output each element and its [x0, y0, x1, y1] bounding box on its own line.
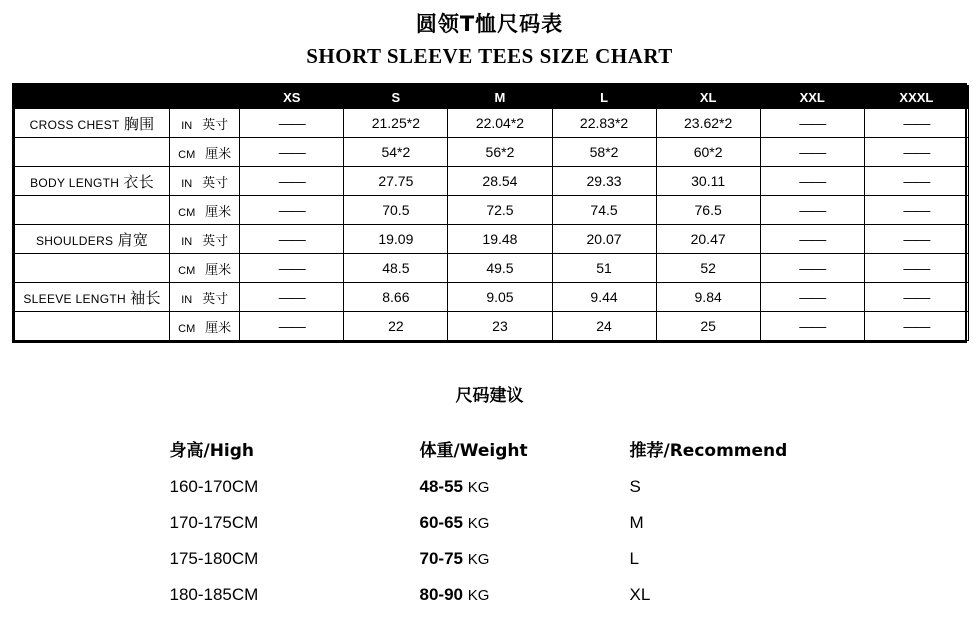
unit-cn: 英寸: [202, 117, 229, 133]
row-label-empty: [15, 138, 170, 167]
row-unit: [170, 138, 240, 167]
unit-cn: 厘米: [205, 262, 232, 278]
page-title-en: SHORT SLEEVE TEES SIZE CHART: [306, 44, 673, 68]
cell-xl: 52: [656, 254, 760, 283]
cell-l: 74.5: [552, 196, 656, 225]
cell-m: 72.5: [448, 196, 552, 225]
unit-cn: 厘米: [205, 320, 232, 336]
unit-en: IN: [181, 177, 193, 190]
table-row: [15, 312, 969, 341]
cell-s: 22: [344, 312, 448, 341]
cell-xl: 76.5: [656, 196, 760, 225]
unit-en: CM: [178, 148, 196, 161]
row-label-cn: 胸围: [123, 114, 155, 133]
row-label-en: SHOULDERS: [35, 233, 114, 248]
row-label-en: CROSS CHEST: [29, 117, 120, 132]
cell-xxl: ——: [760, 283, 864, 312]
recommend-header-row: [170, 428, 810, 469]
cell-xl: 30.11: [656, 167, 760, 196]
cell-xl: 9.84: [656, 283, 760, 312]
cell-xl: 25: [656, 312, 760, 341]
table-row: [15, 196, 969, 225]
header-size-s: S: [344, 86, 448, 109]
cell-m: 49.5: [448, 254, 552, 283]
recommend-weight-cell: [420, 577, 630, 613]
recommend-weight: 60-65: [419, 513, 463, 532]
unit-en: CM: [178, 322, 196, 335]
size-table: [14, 85, 969, 341]
cell-xs: ——: [240, 167, 344, 196]
size-chart-page: [0, 8, 979, 639]
size-table-header-row: [15, 86, 969, 109]
row-label-body-length: [15, 167, 170, 196]
cell-s: 54*2: [344, 138, 448, 167]
row-unit: [170, 225, 240, 254]
row-label-empty: [15, 196, 170, 225]
recommend-table: [170, 428, 810, 613]
recommend-weight: 70-75: [419, 549, 463, 568]
recommend-header-height: 身高/High: [169, 441, 255, 461]
recommend-weight-unit: KG: [467, 587, 490, 604]
recommend-weight-cell: [420, 505, 630, 541]
cell-s: 21.25*2: [344, 109, 448, 138]
unit-cn: 英寸: [202, 233, 229, 249]
row-label-cn: 肩宽: [117, 230, 149, 249]
recommend-height: 180-185CM: [169, 585, 259, 604]
cell-l: 22.83*2: [552, 109, 656, 138]
header-size-xl: XL: [656, 86, 760, 109]
recommend-weight-cell: [420, 469, 630, 505]
cell-s: 27.75: [344, 167, 448, 196]
cell-l: 24: [552, 312, 656, 341]
cell-xxl: ——: [760, 109, 864, 138]
recommend-row: [170, 541, 810, 577]
recommend-size: XL: [629, 585, 651, 604]
cell-s: 8.66: [344, 283, 448, 312]
table-row: [15, 283, 969, 312]
row-label-empty: [15, 254, 170, 283]
cell-l: 29.33: [552, 167, 656, 196]
header-blank-unit: [170, 86, 240, 109]
unit-cn: 厘米: [205, 204, 232, 220]
cell-xs: ——: [240, 254, 344, 283]
cell-xxxl: ——: [864, 225, 968, 254]
cell-s: 48.5: [344, 254, 448, 283]
cell-xs: ——: [240, 283, 344, 312]
cell-m: 22.04*2: [448, 109, 552, 138]
cell-s: 70.5: [344, 196, 448, 225]
row-label-en: SLEEVE LENGTH: [23, 291, 126, 306]
recommend-height: 160-170CM: [169, 477, 259, 496]
cell-xxxl: ——: [864, 138, 968, 167]
recommend-header-weight: 体重/Weight: [419, 441, 528, 461]
recommend-size: S: [629, 477, 641, 496]
cell-m: 23: [448, 312, 552, 341]
row-label-en: BODY LENGTH: [30, 175, 120, 190]
table-row: [15, 167, 969, 196]
recommend-header-size: 推荐/Recommend: [629, 441, 788, 461]
cell-l: 20.07: [552, 225, 656, 254]
row-unit: [170, 283, 240, 312]
cell-l: 51: [552, 254, 656, 283]
size-table-container: [12, 83, 967, 343]
row-unit: [170, 167, 240, 196]
row-label-shoulders: [15, 225, 170, 254]
cell-xxl: ——: [760, 196, 864, 225]
size-table-body: [15, 109, 969, 341]
cell-l: 58*2: [552, 138, 656, 167]
cell-m: 9.05: [448, 283, 552, 312]
page-title-cn: 圆领T恤尺码表: [415, 12, 564, 36]
cell-xs: ——: [240, 312, 344, 341]
recommend-weight-unit: KG: [467, 515, 490, 532]
header-size-m: M: [448, 86, 552, 109]
recommend-row: [170, 577, 810, 613]
cell-m: 19.48: [448, 225, 552, 254]
size-table-head: [15, 86, 969, 109]
recommend-weight-unit: KG: [467, 479, 490, 496]
cell-m: 28.54: [448, 167, 552, 196]
recommend-size: L: [629, 549, 639, 568]
header-size-xs: XS: [240, 86, 344, 109]
row-unit: [170, 254, 240, 283]
row-unit: [170, 109, 240, 138]
header-blank-label: [15, 86, 170, 109]
unit-en: IN: [181, 119, 193, 132]
unit-en: CM: [178, 264, 196, 277]
header-size-xxl: XXL: [760, 86, 864, 109]
cell-xxl: ——: [760, 167, 864, 196]
cell-xxl: ——: [760, 254, 864, 283]
cell-xxxl: ——: [864, 254, 968, 283]
recommend-weight-cell: [420, 541, 630, 577]
cell-xxxl: ——: [864, 109, 968, 138]
recommend-weight: 80-90: [419, 585, 463, 604]
header-size-xxxl: XXXL: [864, 86, 968, 109]
recommend-weight-unit: KG: [467, 551, 490, 568]
cell-xxxl: ——: [864, 312, 968, 341]
header-size-l: L: [552, 86, 656, 109]
recommend-row: [170, 505, 810, 541]
table-row: [15, 254, 969, 283]
table-row: [15, 138, 969, 167]
cell-xxl: ——: [760, 312, 864, 341]
cell-xs: ——: [240, 196, 344, 225]
cell-xl: 20.47: [656, 225, 760, 254]
cell-xl: 60*2: [656, 138, 760, 167]
cell-xs: ——: [240, 138, 344, 167]
cell-xs: ——: [240, 109, 344, 138]
row-label-empty: [15, 312, 170, 341]
cell-xs: ——: [240, 225, 344, 254]
recommend-row: [170, 469, 810, 505]
table-row: [15, 109, 969, 138]
row-label-cn: 袖长: [130, 288, 161, 307]
row-label-cn: 衣长: [123, 172, 155, 191]
row-label-sleeve-length: [15, 283, 170, 312]
recommend-title: 尺码建议: [455, 386, 524, 406]
row-unit: [170, 312, 240, 341]
cell-xl: 23.62*2: [656, 109, 760, 138]
recommend-size: M: [629, 513, 644, 532]
row-label-cross-chest: [15, 109, 170, 138]
cell-xxxl: ——: [864, 167, 968, 196]
recommend-height: 170-175CM: [169, 513, 259, 532]
cell-m: 56*2: [448, 138, 552, 167]
unit-en: IN: [181, 293, 193, 306]
cell-xxl: ——: [760, 225, 864, 254]
row-unit: [170, 196, 240, 225]
unit-cn: 英寸: [202, 175, 229, 191]
unit-en: CM: [178, 206, 196, 219]
recommend-height: 175-180CM: [169, 549, 259, 568]
unit-cn: 英寸: [202, 291, 229, 307]
unit-cn: 厘米: [205, 146, 232, 162]
cell-s: 19.09: [344, 225, 448, 254]
cell-xxxl: ——: [864, 196, 968, 225]
unit-en: IN: [181, 235, 193, 248]
table-row: [15, 225, 969, 254]
cell-xxl: ——: [760, 138, 864, 167]
recommend-weight: 48-55: [419, 477, 463, 496]
cell-l: 9.44: [552, 283, 656, 312]
cell-xxxl: ——: [864, 283, 968, 312]
